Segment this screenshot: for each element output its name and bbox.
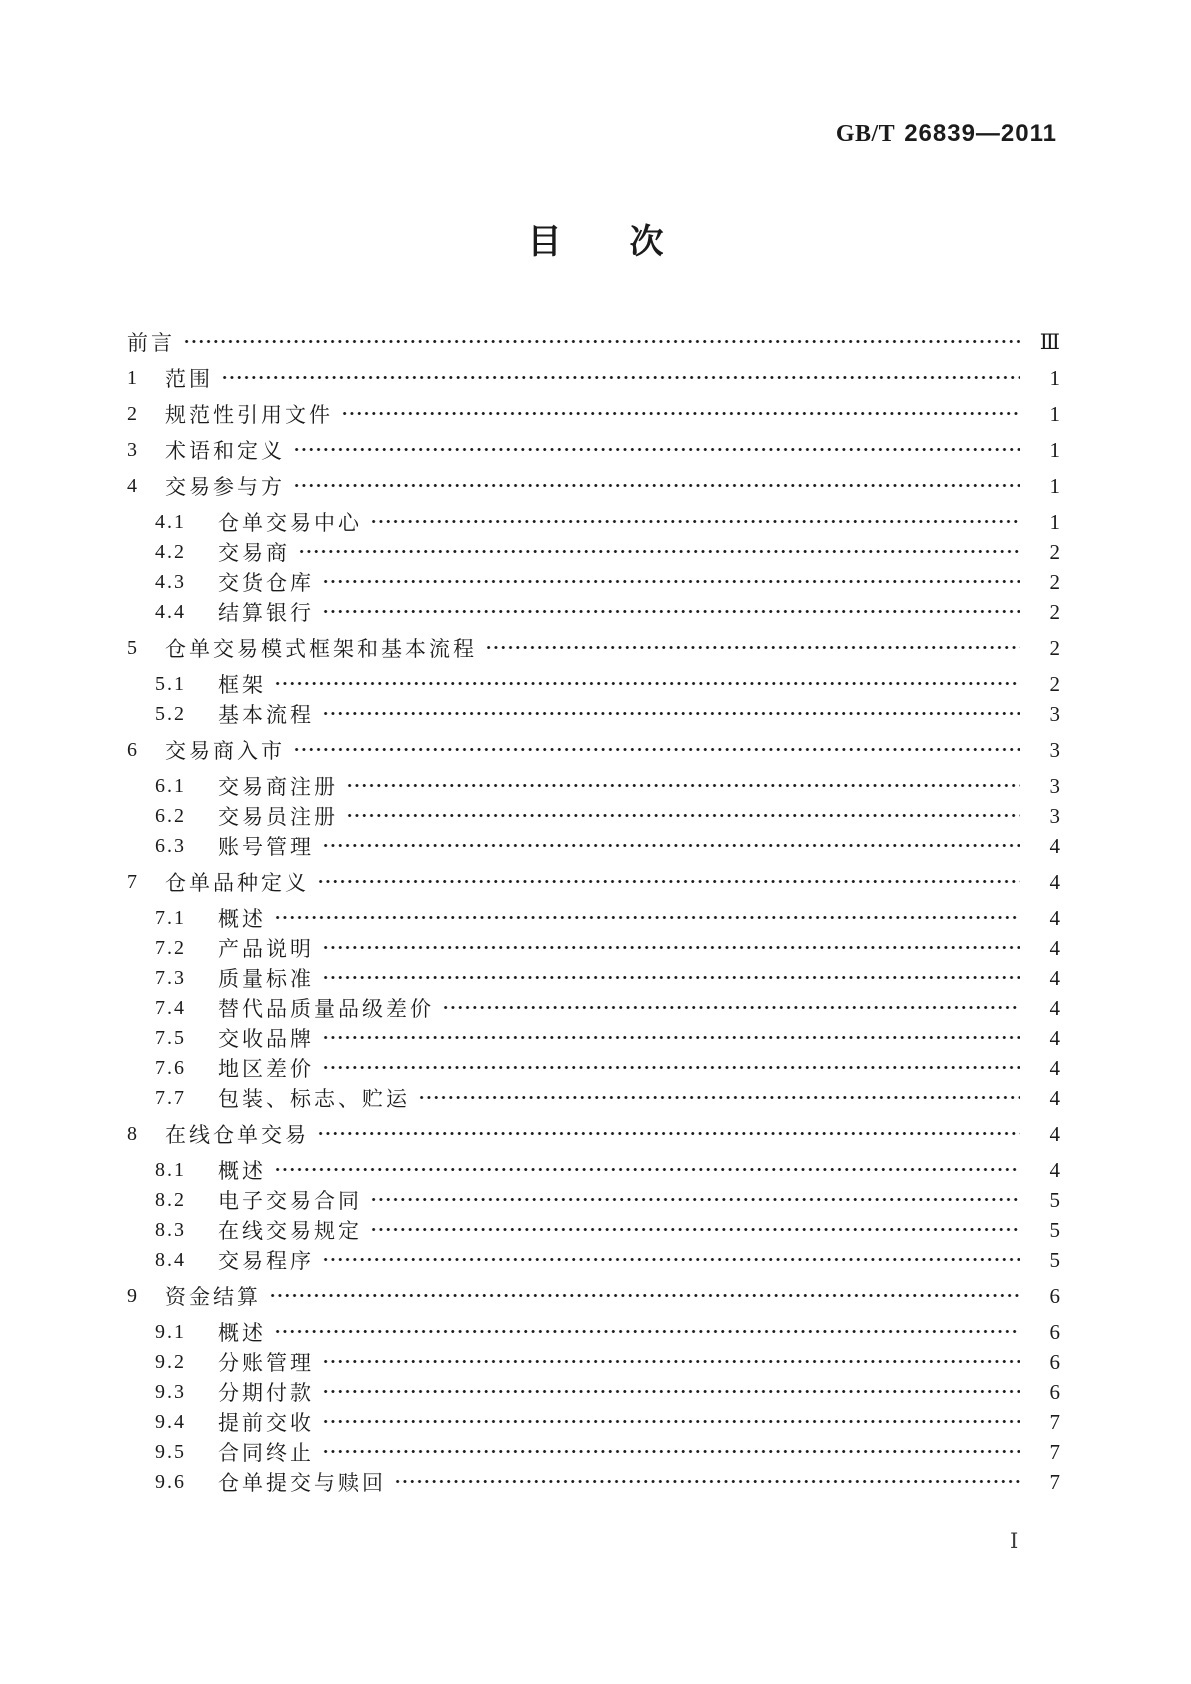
dot-leader [322,1437,1020,1467]
toc-entry-number: 6.2 [155,804,186,827]
dot-leader [370,507,1020,537]
toc-entry [127,1407,1060,1437]
toc-entry-label: 质量标准 [218,967,314,991]
toc-entry [127,993,1060,1023]
toc-entry-number: 2 [127,402,139,425]
toc-entry-label: 概述 [218,1321,266,1345]
toc-entry [127,831,1060,861]
toc-entry-number: 7.6 [155,1056,186,1079]
toc-entry-label: 仓单交易模式框架和基本流程 [165,637,477,661]
toc-entry [127,1347,1060,1377]
toc-entry-number: 9.3 [155,1380,186,1403]
toc-entry [127,1377,1060,1407]
toc-entry [127,471,1060,501]
toc-entry [127,537,1060,567]
dot-leader [322,1347,1020,1377]
toc-entry-page: 1 [1049,437,1060,462]
toc-entry-number: 7 [127,870,139,893]
toc-entry-label: 包装、标志、贮运 [218,1087,410,1111]
toc-entry-label: 产品说明 [218,937,314,961]
toc-entry-page: Ⅲ [1039,329,1060,354]
toc-entry-page: 2 [1049,671,1060,696]
toc-entry-page: 7 [1049,1469,1060,1494]
toc-entry-number: 5.1 [155,672,186,695]
dot-leader [293,435,1020,465]
dot-leader [418,1083,1020,1113]
toc-entry-page: 6 [1049,1319,1060,1344]
toc-entry-label: 交收品牌 [218,1027,314,1051]
toc-entry [127,1467,1060,1497]
toc-entry-page: 2 [1049,569,1060,594]
toc-entry [127,867,1060,897]
toc-entry [127,735,1060,765]
toc-entry-page: 1 [1049,365,1060,390]
dot-leader [346,771,1020,801]
dot-leader [269,1281,1020,1311]
toc-entry-number: 4 [127,474,139,497]
toc-entry [127,1155,1060,1185]
toc-entry-label: 仓单提交与赎回 [218,1471,386,1495]
toc-entry [127,1119,1060,1149]
toc-entry-number: 7.1 [155,906,186,929]
toc-entry-number: 8 [127,1122,139,1145]
toc-entry-page: 4 [1049,833,1060,858]
toc-entry [127,567,1060,597]
toc-entry-label: 交易商 [218,541,290,565]
toc-entry-number: 4.1 [155,510,186,533]
toc-entry-label: 交易员注册 [218,805,338,829]
toc-entry-label: 术语和定义 [165,439,285,463]
toc-entry [127,669,1060,699]
toc-entry-number: 9.5 [155,1440,186,1463]
toc-entry-page: 2 [1049,599,1060,624]
toc-entry-page: 4 [1049,905,1060,930]
toc-entry [127,1317,1060,1347]
toc-entry-page: 1 [1049,509,1060,534]
toc-entry [127,1437,1060,1467]
standard-code-header [836,120,1057,148]
toc-entry-label: 交易参与方 [165,475,285,499]
toc-entry-label: 账号管理 [218,835,314,859]
toc-entry-page: 4 [1049,869,1060,894]
toc-entry-label: 在线交易规定 [218,1219,362,1243]
toc-entry-number: 5 [127,636,139,659]
toc-entry-number: 9.4 [155,1410,186,1433]
toc-entry-label: 前言 [127,331,175,355]
dot-leader [346,801,1020,831]
dot-leader [322,1407,1020,1437]
dot-leader [322,1245,1020,1275]
toc-entry [127,963,1060,993]
toc-entry [127,801,1060,831]
toc-entry-number: 8.4 [155,1248,186,1271]
toc-entry-number: 6.3 [155,834,186,857]
toc-entry-label: 范围 [165,367,213,391]
dot-leader [322,567,1020,597]
dot-leader [322,597,1020,627]
toc-entry [127,1245,1060,1275]
dot-leader [322,1053,1020,1083]
dot-leader [293,471,1020,501]
toc-entry-label: 资金结算 [165,1285,261,1309]
standard-code-prefix: GB/T [835,121,896,147]
dot-leader [341,399,1020,429]
toc-entry-page: 1 [1049,401,1060,426]
toc-entry [127,771,1060,801]
dot-leader [293,735,1020,765]
toc-entry-number: 7.3 [155,966,186,989]
toc-entry-page: 3 [1049,803,1060,828]
toc-entry-page: 1 [1049,473,1060,498]
toc-entry-label: 提前交收 [218,1411,314,1435]
toc-entry-label: 规范性引用文件 [165,403,333,427]
toc-entry-label: 概述 [218,1159,266,1183]
toc-entry-page: 3 [1049,737,1060,762]
toc-entry-page: 6 [1049,1379,1060,1404]
toc-entry-page: 5 [1049,1187,1060,1212]
toc-entry-number: 8.2 [155,1188,186,1211]
toc-entry-page: 7 [1049,1409,1060,1434]
toc-entry-page: 5 [1049,1247,1060,1272]
toc-entry-label: 交易程序 [218,1249,314,1273]
toc-entry [127,597,1060,627]
toc-entry-number: 4.4 [155,600,186,623]
toc-entry-number: 7.5 [155,1026,186,1049]
toc-entry-page: 4 [1049,965,1060,990]
dot-leader [485,633,1020,663]
dot-leader [274,669,1020,699]
toc-entry [127,1083,1060,1113]
toc-entry [127,1185,1060,1215]
toc-entry-label: 概述 [218,907,266,931]
footer-page-number: Ⅰ [1010,1529,1019,1553]
toc-entry-page: 4 [1049,1085,1060,1110]
toc-entry-page: 3 [1049,701,1060,726]
toc-entry [127,435,1060,465]
dot-leader [322,1377,1020,1407]
toc-entry-page: 2 [1049,635,1060,660]
table-of-contents [127,321,1060,1497]
toc-entry [127,399,1060,429]
toc-entry-number: 9.1 [155,1320,186,1343]
toc-entry-number: 4.2 [155,540,186,563]
dot-leader [274,1317,1020,1347]
dot-leader [298,537,1020,567]
dot-leader [322,831,1020,861]
toc-entry-page: 4 [1049,1121,1060,1146]
toc-entry [127,1281,1060,1311]
toc-entry-page: 2 [1049,539,1060,564]
dot-leader [394,1467,1020,1497]
toc-entry [127,903,1060,933]
dot-leader [442,993,1020,1023]
toc-entry-page: 4 [1049,935,1060,960]
toc-entry [127,363,1060,393]
toc-entry-number: 6 [127,738,139,761]
dot-leader [322,933,1020,963]
toc-entry-label: 在线仓单交易 [165,1123,309,1147]
toc-entry [127,933,1060,963]
toc-entry-label: 交易商注册 [218,775,338,799]
toc-entry-number: 4.3 [155,570,186,593]
toc-entry-number: 8.1 [155,1158,186,1181]
toc-entry-page: 5 [1049,1217,1060,1242]
toc-entry [127,699,1060,729]
toc-entry-page: 7 [1049,1439,1060,1464]
toc-entry-page: 6 [1049,1283,1060,1308]
page-title: 目 次 [527,223,664,261]
dot-leader [274,903,1020,933]
toc-entry [127,1023,1060,1053]
toc-entry-number: 7.7 [155,1086,186,1109]
standard-code-number: 26839—2011 [904,120,1057,147]
toc-entry-number: 6.1 [155,774,186,797]
dot-leader [370,1215,1020,1245]
toc-entry-number: 9.2 [155,1350,186,1373]
dot-leader [322,963,1020,993]
toc-entry [127,1215,1060,1245]
toc-entry-page: 4 [1049,1157,1060,1182]
toc-entry-page: 4 [1049,995,1060,1020]
toc-entry-number: 9 [127,1284,139,1307]
dot-leader [317,867,1020,897]
toc-entry-number: 7.2 [155,936,186,959]
toc-entry-label: 交货仓库 [218,571,314,595]
toc-entry-number: 3 [127,438,139,461]
toc-entry-number: 8.3 [155,1218,186,1241]
toc-entry-page: 3 [1049,773,1060,798]
toc-entry-label: 合同终止 [218,1441,314,1465]
toc-entry-number: 5.2 [155,702,186,725]
toc-entry-label: 分账管理 [218,1351,314,1375]
dot-leader [370,1185,1020,1215]
dot-leader [183,327,1020,357]
toc-entry-number: 1 [127,366,139,389]
dot-leader [322,699,1020,729]
toc-entry-page: 4 [1049,1025,1060,1050]
dot-leader [221,363,1020,393]
toc-entry-number: 7.4 [155,996,186,1019]
toc-entry-page: 4 [1049,1055,1060,1080]
toc-entry-label: 仓单品种定义 [165,871,309,895]
toc-entry-label: 电子交易合同 [218,1189,362,1213]
toc-entry-label: 分期付款 [218,1381,314,1405]
toc-entry-page: 6 [1049,1349,1060,1374]
toc-entry [127,1053,1060,1083]
toc-entry-label: 框架 [218,673,266,697]
toc-entry-number: 9.6 [155,1470,186,1493]
dot-leader [322,1023,1020,1053]
toc-entry-label: 基本流程 [218,703,314,727]
toc-entry-label: 结算银行 [218,601,314,625]
toc-entry-label: 交易商入市 [165,739,285,763]
toc-entry-label: 地区差价 [218,1057,314,1081]
toc-entry [127,507,1060,537]
toc-entry-label: 仓单交易中心 [218,511,362,535]
toc-entry-label: 替代品质量品级差价 [218,997,434,1021]
toc-entry [127,633,1060,663]
toc-entry [127,327,1060,357]
dot-leader [317,1119,1020,1149]
dot-leader [274,1155,1020,1185]
